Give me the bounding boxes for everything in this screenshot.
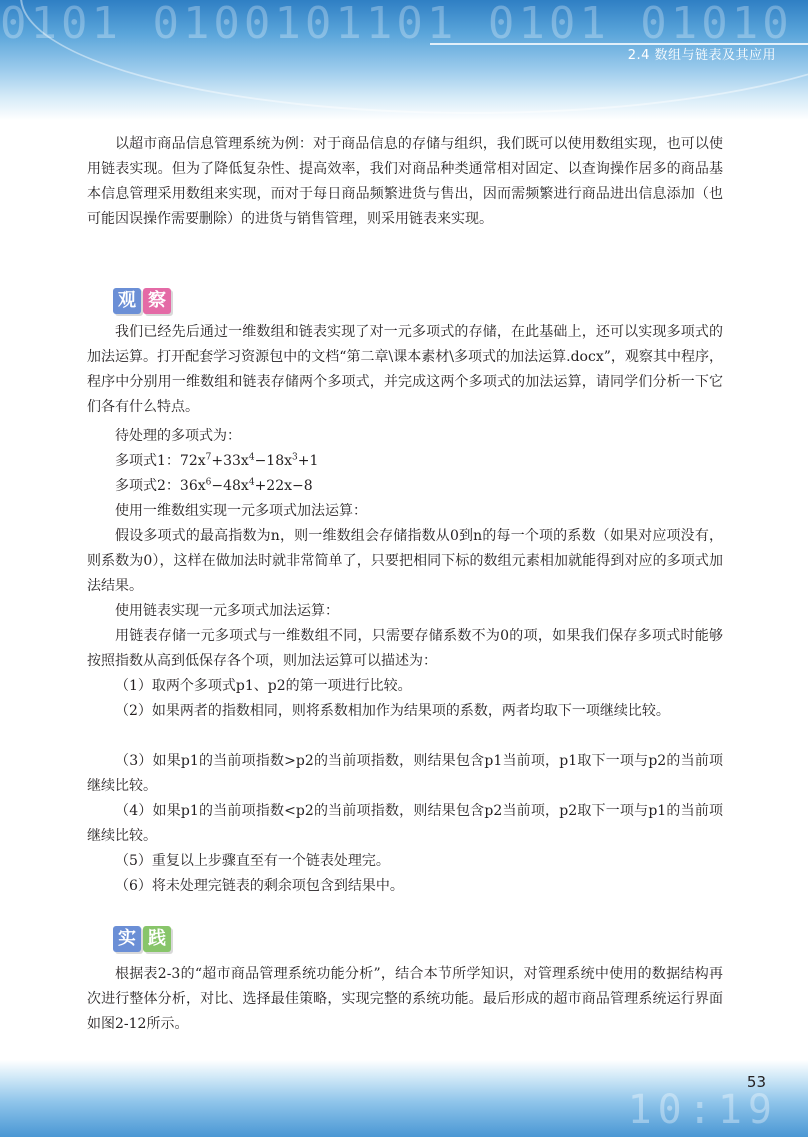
poly1-term: +1	[297, 453, 319, 469]
header-banner	[0, 0, 808, 120]
poly2-exponent: 4	[248, 477, 255, 488]
polynomial-2	[115, 474, 751, 499]
poly1-term: −18x	[254, 453, 293, 469]
practice-badge-char-2: 践	[143, 926, 171, 952]
poly-intro: 待处理的多项式为：	[115, 428, 241, 444]
observe-paragraph: 我们已经先后通过一维数组和链表实现了对一元多项式的存储，在此基础上，还可以实现多项式的加法运算。打开配套学习资源包中的文档“第二章\课本素材\多项式的加法运算.docx”，观察其中程序，程序中分别用一维数组和链表存储两个多项式，并完成这两个多项式的加法运算，请同学们分析一下它们各有什么特点。	[87, 324, 723, 415]
poly2-term: −48x	[211, 478, 249, 494]
poly1-term: +33x	[211, 453, 249, 469]
list-method-paragraph: 用链表存储一元多项式与一维数组不同，只需要存储系数不为0的项，如果我们保存多项式时能够按照指数从高到低保存各个项，则加法运算可以描述为：	[87, 628, 723, 669]
polynomial-2-label: 多项式2：	[115, 478, 180, 494]
step-item: （6）将未处理完链表的剩余项包含到结果中。	[115, 878, 404, 894]
header-binary-decoration: 0101 0100101101 0101 01010	[0, 0, 793, 49]
poly1-exponent: 3	[292, 452, 298, 463]
poly2-term: 36x	[179, 478, 206, 494]
intro-paragraph: 以超市商品信息管理系统为例：对于商品信息的存储与组织，我们既可以使用数组实现，也可以使用链表实现。但为了降低复杂性、提高效率，我们对商品种类通常相对固定、以查询操作居多的商品基本信息管理采用数组来实现，而对于每日商品频繁进货与售出，因而需频繁进行商品进出信息添加（也可能因误操作需要删除）的进货与销售管理，则采用链表来实现。	[87, 136, 723, 227]
step-item: （4）如果p1的当前项指数<p2的当前项指数，则结果包含p2当前项，p2取下一项与p1的当前项继续比较。	[87, 803, 723, 844]
observe-badge-char-1: 观	[113, 288, 141, 314]
poly1-exponent: 7	[205, 452, 212, 463]
poly1-term: 72x	[179, 453, 206, 469]
step-item: （5）重复以上步骤直至有一个链表处理完。	[115, 853, 390, 869]
page-number: 53	[746, 1073, 766, 1091]
practice-badge-char-1: 实	[113, 926, 141, 952]
footer-banner	[0, 1060, 808, 1137]
chapter-title: 2.4 数组与链表及其应用	[627, 48, 776, 63]
poly2-exponent: 6	[205, 477, 212, 488]
poly2-term: +22x−8	[254, 478, 313, 494]
practice-paragraph: 根据表2-3的“超市商品管理系统功能分析”，结合本节所学知识，对管理系统中使用的数据结构再次进行整体分析，对比、选择最佳策略，实现完整的系统功能。最后形成的超市商品管理系统运行界面如图2-12所示。	[87, 966, 723, 1032]
practice-badge	[113, 926, 171, 952]
polynomial-1-label: 多项式1：	[115, 453, 180, 469]
polynomial-1	[115, 449, 751, 474]
observe-badge-char-2: 察	[143, 288, 171, 314]
array-method-paragraph: 假设多项式的最高指数为n，则一维数组会存储指数从0到n的每一个项的系数（如果对应项没有，则系数为0），这样在做加法时就非常简单了，只要把相同下标的数组元素相加就能得到对应的多项式加法结果。	[87, 528, 723, 594]
array-method-title: 使用一维数组实现一元多项式加法运算：	[115, 503, 367, 519]
step-item: （2）如果两者的指数相同，则将系数相加作为结果项的系数，两者均取下一项继续比较。	[115, 703, 670, 719]
step-item: （3）如果p1的当前项指数>p2的当前项指数，则结果包含p1当前项，p1取下一项与p2的当前项继续比较。	[87, 753, 723, 794]
observe-badge	[113, 288, 171, 314]
step-item: （1）取两个多项式p1、p2的第一项进行比较。	[115, 678, 412, 694]
list-method-title: 使用链表实现一元多项式加法运算：	[115, 603, 339, 619]
footer-digit-decoration: 10:19	[627, 1087, 778, 1133]
poly1-exponent: 4	[248, 452, 255, 463]
